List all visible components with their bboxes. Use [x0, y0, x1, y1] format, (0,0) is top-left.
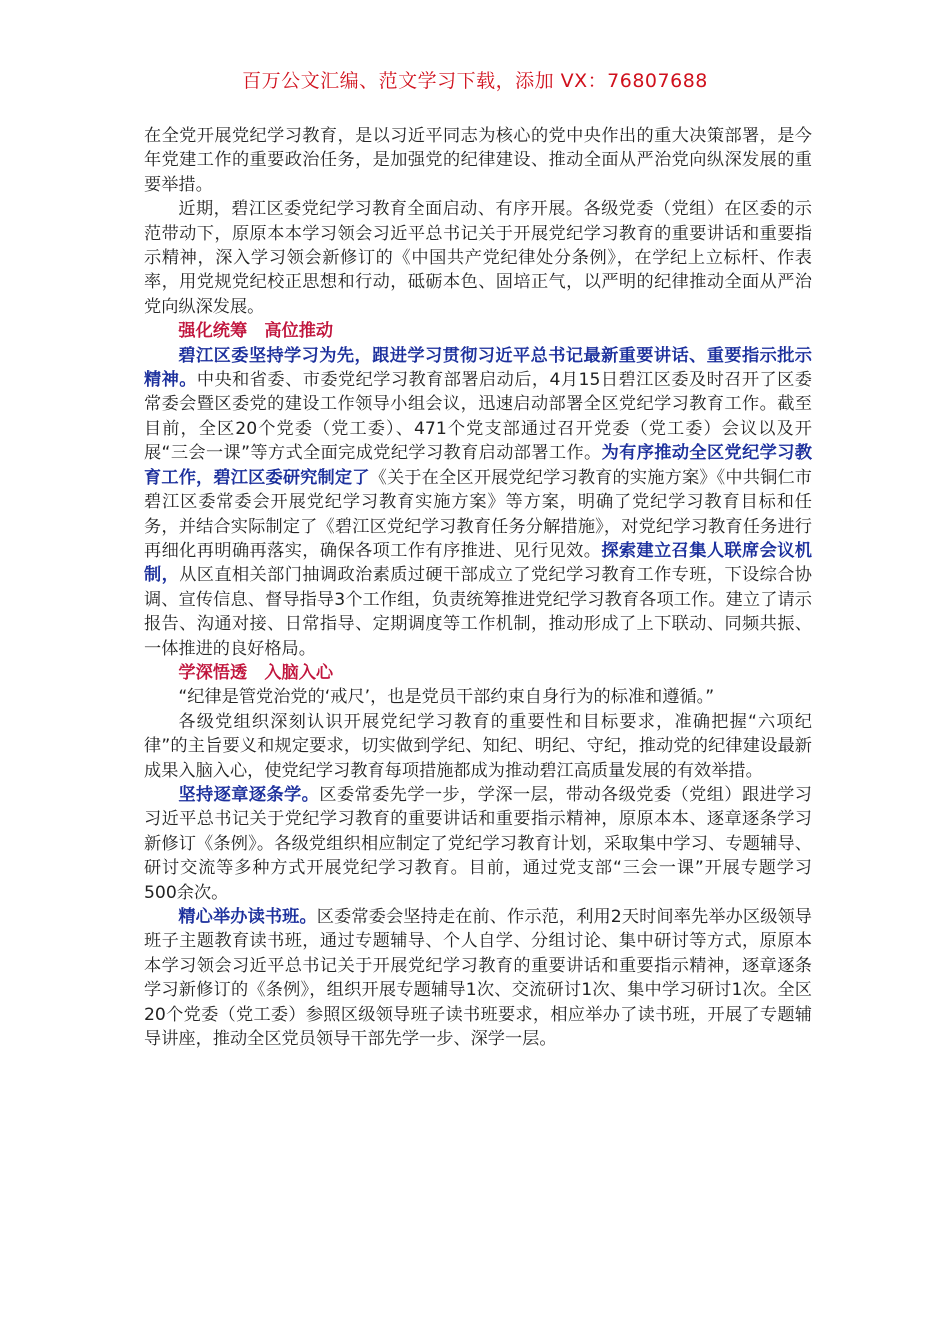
body-text: 中央和省委、市委党纪学习教育部署启动后，4月15日碧江区委及时召开了区委常委会暨区委党的建设工作领导小组会议，迅速启动部署全区党纪学习教育工作。截至目前，全区20个党委（党工委）、471个党支部通过召开党委（党工委）会议以及开展“三会一课”等方式全面完成党纪学习教育启动部署工作。 — [144, 370, 812, 464]
section1-paragraph — [144, 344, 812, 661]
emphasis-text: 探索建立召集人联席会议机制， — [144, 540, 812, 586]
header-banner: 百万公文汇编、范文学习下载，添加 VX：76807688 — [242, 70, 708, 92]
body-text: 从区直相关部门抽调政治素质过硬干部成立了党纪学习教育工作专班，下设综合协调、宣传信息、督导指导3个工作组，负责统筹推进党纪学习教育各项工作。建立了请示报告、沟通对接、日常指导、定期调度等工作机制，推动形成了上下联动、同频共振、一体推进的良好格局。 — [144, 565, 812, 659]
body-text: 区委常委会坚持走在前、作示范，利用2天时间率先举办区级领导班子主题教育读书班，通过专题辅导、个人自学、分组讨论、集中研讨等方式，原原本本学习领会习近平总书记关于开展党纪学习教育的重要讲话和重要指示精神，逐章逐条学习新修订的《条例》，组织开展专题辅导1次、交流研讨1次、集中学习研讨1次。全区20个党委（党工委）参照区级领导班子读书班要求，相应举办了读书班，开展了专题辅导讲座，推动全区党员领导干部先学一步、深学一层。 — [144, 907, 812, 1050]
study-paragraph — [144, 783, 812, 905]
emphasis-text: 碧江区委坚持学习为先，跟进学习贯彻习近平总书记最新重要讲话、重要指示批示精神。 — [144, 345, 812, 391]
body-text: 《关于在全区开展党纪学习教育的实施方案》《中共铜仁市碧江区委常委会开展党纪学习教育实施方案》等方案，明确了党纪学习教育目标和任务，并结合实际制定了《碧江区党纪学习教育任务分解措施》，对党纪学习教育任务进行再细化再明确再落实，确保各项工作有序推进、见行见效。 — [144, 467, 812, 561]
article-body — [144, 124, 812, 1051]
section-heading-1: 强化统筹 高位推动 — [178, 321, 334, 342]
emphasis-text: 坚持逐章逐条学。 — [178, 784, 320, 805]
intro-paragraph: 在全党开展党纪学习教育，是以习近平同志为核心的党中央作出的重大决策部署，是今年党建工作的重要政治任务，是加强党的纪律建设、推动全面从严治党向纵深发展的重要举措。 — [144, 126, 812, 195]
quote-paragraph: “纪律是管党治党的‘戒尺’，也是党员干部约束自身行为的标准和遵循。” — [178, 687, 715, 708]
reading-class-paragraph — [144, 905, 812, 1051]
section2-paragraph: 各级党组织深刻认识开展党纪学习教育的重要性和目标要求，准确把握“六项纪律”的主旨要义和规定要求，切实做到学纪、知纪、明纪、守纪，推动党的纪律建设最新成果入脑入心，使党纪学习教育每项措施都成为推动碧江高质量发展的有效举措。 — [144, 711, 812, 781]
overview-paragraph: 近期，碧江区委党纪学习教育全面启动、有序开展。各级党委（党组）在区委的示范带动下，原原本本学习领会习近平总书记关于开展党纪学习教育的重要讲话和重要指示精神，深入学习领会新修订的《中国共产党纪律处分条例》，在学纪上立标杆、作表率，用党规党纪校正思想和行动，砥砺本色、固培正气，以严明的纪律推动全面从严治党向纵深发展。 — [144, 199, 812, 317]
body-text: 区委常委先学一步，学深一层，带动各级党委（党组）跟进学习习近平总书记关于党纪学习教育的重要讲话和重要指示精神，原原本本、逐章逐条学习新修订《条例》。各级党组织相应制定了党纪学习教育计划，采取集中学习、专题辅导、研讨交流等多种方式开展党纪学习教育。目前，通过党支部“三会一课”开展专题学习500余次。 — [144, 784, 812, 903]
emphasis-text: 精心举办读书班。 — [178, 907, 317, 927]
emphasis-text: 为有序推动全区党纪学习教育工作，碧江区委研究制定了 — [144, 443, 812, 488]
section-heading-2: 学深悟透 入脑入心 — [178, 662, 334, 683]
